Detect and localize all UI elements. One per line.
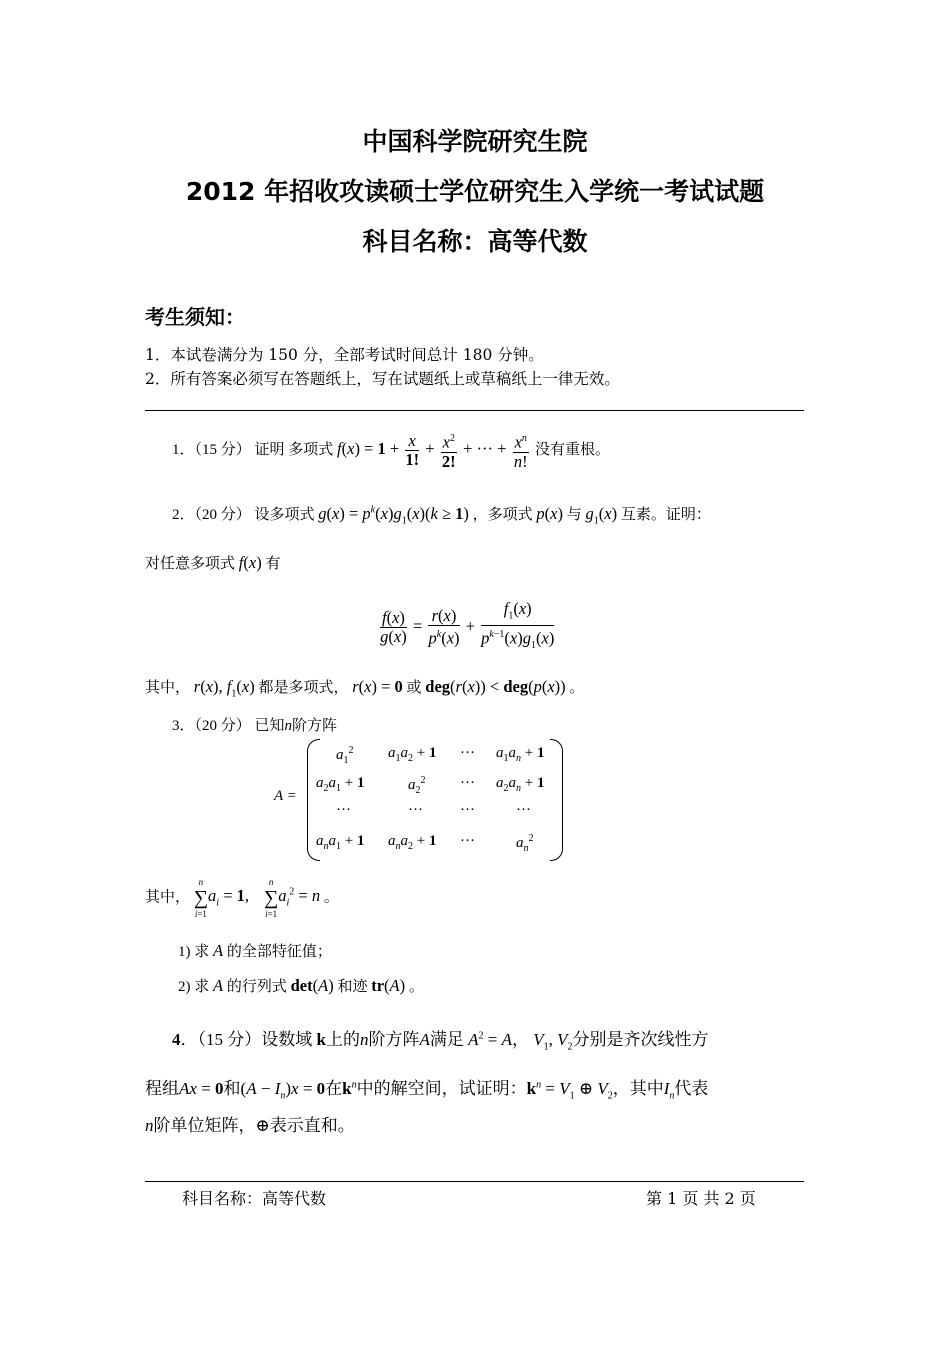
divider-bottom [145,1181,804,1182]
q4-line-2-text-6: 代表 [674,1079,709,1098]
q3-sub-2-text-1: 2) 求 [178,979,210,995]
q3-sub-2: 2) 求 A 的行列式 det(A) 和迹 tr(A) 。 [178,976,424,995]
matrix-A: A = $a_1^2$ $a_1a_2 + 1$ ··· $a_1a_n + 1$ $a_2a_1 + 1$ $a_2^2$ ··· $a_2a_n + 1$ ··· ··· ··· ··· $a_na_1 + 1$ $a_na_2 + 1$ ··· $a_n^2$ [274,739,574,861]
q3-head: 3．（20 分） 已知 [172,718,285,734]
q4-text-4: ， [511,1030,529,1049]
q3-sub-1-text-1: 1) 求 [178,944,210,960]
q4-line-2: 程组Ax = 0和$(A - I_n)x = 0$在$k^n$中的解空间，试证明：$k^n = V_1$ ⊕ $V_2$，其中$I_n$代表 [145,1079,709,1102]
q3-sub-2-text-3: 和迹 [337,979,368,995]
q4-line-2-text-4: 中的解空间，试证明： [356,1079,527,1098]
footer-page-number: 第 1 页 共 2 页 [646,1189,756,1208]
q3-cond-text: 其中， [145,889,191,906]
q4-number: 4 [172,1030,181,1049]
q1-formula: f(x) = 1 + $\frac{x}{1!}$ + $\frac{x^2}{2!}$ + ··· + $\frac{x^n}{n!}$ [337,430,528,471]
question-3: 3．（20 分） 已知n阶方阵 [172,718,338,734]
q1-tail: 没有重根。 [535,442,611,459]
notice-item-2: 2．所有答案必须写在答题纸上，写在试题纸上或草稿纸上一律无效。 [145,370,620,388]
q2-line-2-tail: 有 [265,556,281,572]
q2-line-4-text-2: 都是多项式， [258,680,349,696]
question-1 [172,430,610,471]
q2-line-4: 其中， r(x), $f_1(x)$ 都是多项式， r(x) = 0 或 deg(r(x)) < deg(p(x)) 。 [145,677,585,700]
q4-text-5: 分别是齐次线性方 [572,1030,709,1049]
q4-text-1: 上的 [325,1030,360,1049]
q4-line-2-text-5: ，其中 [612,1079,664,1098]
q3-sub-1: 1) 求 A 的全部特征值； [178,941,332,960]
q2-head: 2．（20 分） 设多项式 [172,507,315,523]
q3-conditions: 其中， n ∑ i=1 $a_i = 1$, n ∑ i=1 $a_i^2 = n$ 。 [145,877,339,919]
question-4: 4．（15 分）设数域 k上的n阶方阵A满足 $A^2 = A$， $V_1$, $V_2$分别是齐次线性方 [172,1030,709,1053]
q3-sub-2-text-4: 。 [408,979,424,995]
q4-text-2: 阶方阵 [368,1030,420,1049]
q2-text-2: 与 [566,507,582,523]
notice-heading: 考生须知： [145,305,245,329]
q4-line-2-text-2: 和 [223,1079,241,1098]
q4-line-2-text-3: 在 [325,1079,343,1098]
q4-text-3: 满足 [429,1030,464,1049]
exam-title: 2012 年招收攻读硕士学位研究生入学统一考试试题 [185,177,765,206]
q3-sub-1-text-2: 的全部特征值； [226,944,332,960]
exam-school-title: 中国科学院研究生院 [362,127,588,156]
q2-line-2-text: 对任意多项式 [145,556,236,572]
divider-top [145,410,804,411]
q2-equation: $\frac{f(x)}{g(x)}$ = $\frac{r(x)}{p^k(x)}$ + $\frac{f_1(x)}{p^{k-1}(x)g_1(x)}$ [380,599,555,652]
q4-head: ．（15 分）设数域 [180,1030,313,1049]
q2-line-4-text-1: 其中， [145,680,191,696]
q2-line-4-text-3: 或 [406,680,422,696]
q3-cond-end: 。 [323,889,339,906]
q2-text-3: 互素。证明： [620,507,711,523]
q4-line-3: n阶单位矩阵，⊕表示直和。 [145,1116,355,1135]
q2-text-1: ，多项式 [472,507,533,523]
footer-subject: 科目名称：高等代数 [182,1189,327,1208]
q4-line-3-text-2: 表示直和。 [269,1116,355,1135]
q2-line-2: 对任意多项式 f(x) 有 [145,553,281,572]
q3-sub-2-text-2: 的行列式 [226,979,287,995]
q1-head: 1．（15 分） 证明 多项式 [172,442,334,459]
subject-title: 科目名称：高等代数 [362,227,588,256]
q4-line-3-text-1: 阶单位矩阵， [153,1116,256,1135]
q4-line-2-text-1: 程组 [145,1079,179,1098]
q3-head-2: 阶方阵 [292,718,338,734]
q2-line-4-text-4: 。 [569,680,585,696]
question-2: 2．（20 分） 设多项式 $g(x) = p^k(x)g_1(x)(k \ge 1)$ ，多项式 p(x) 与 $g_1(x)$ 互素。证明： [172,504,711,527]
notice-item-1: 1．本试卷满分为 150 分，全部考试时间总计 180 分钟。 [145,346,544,364]
